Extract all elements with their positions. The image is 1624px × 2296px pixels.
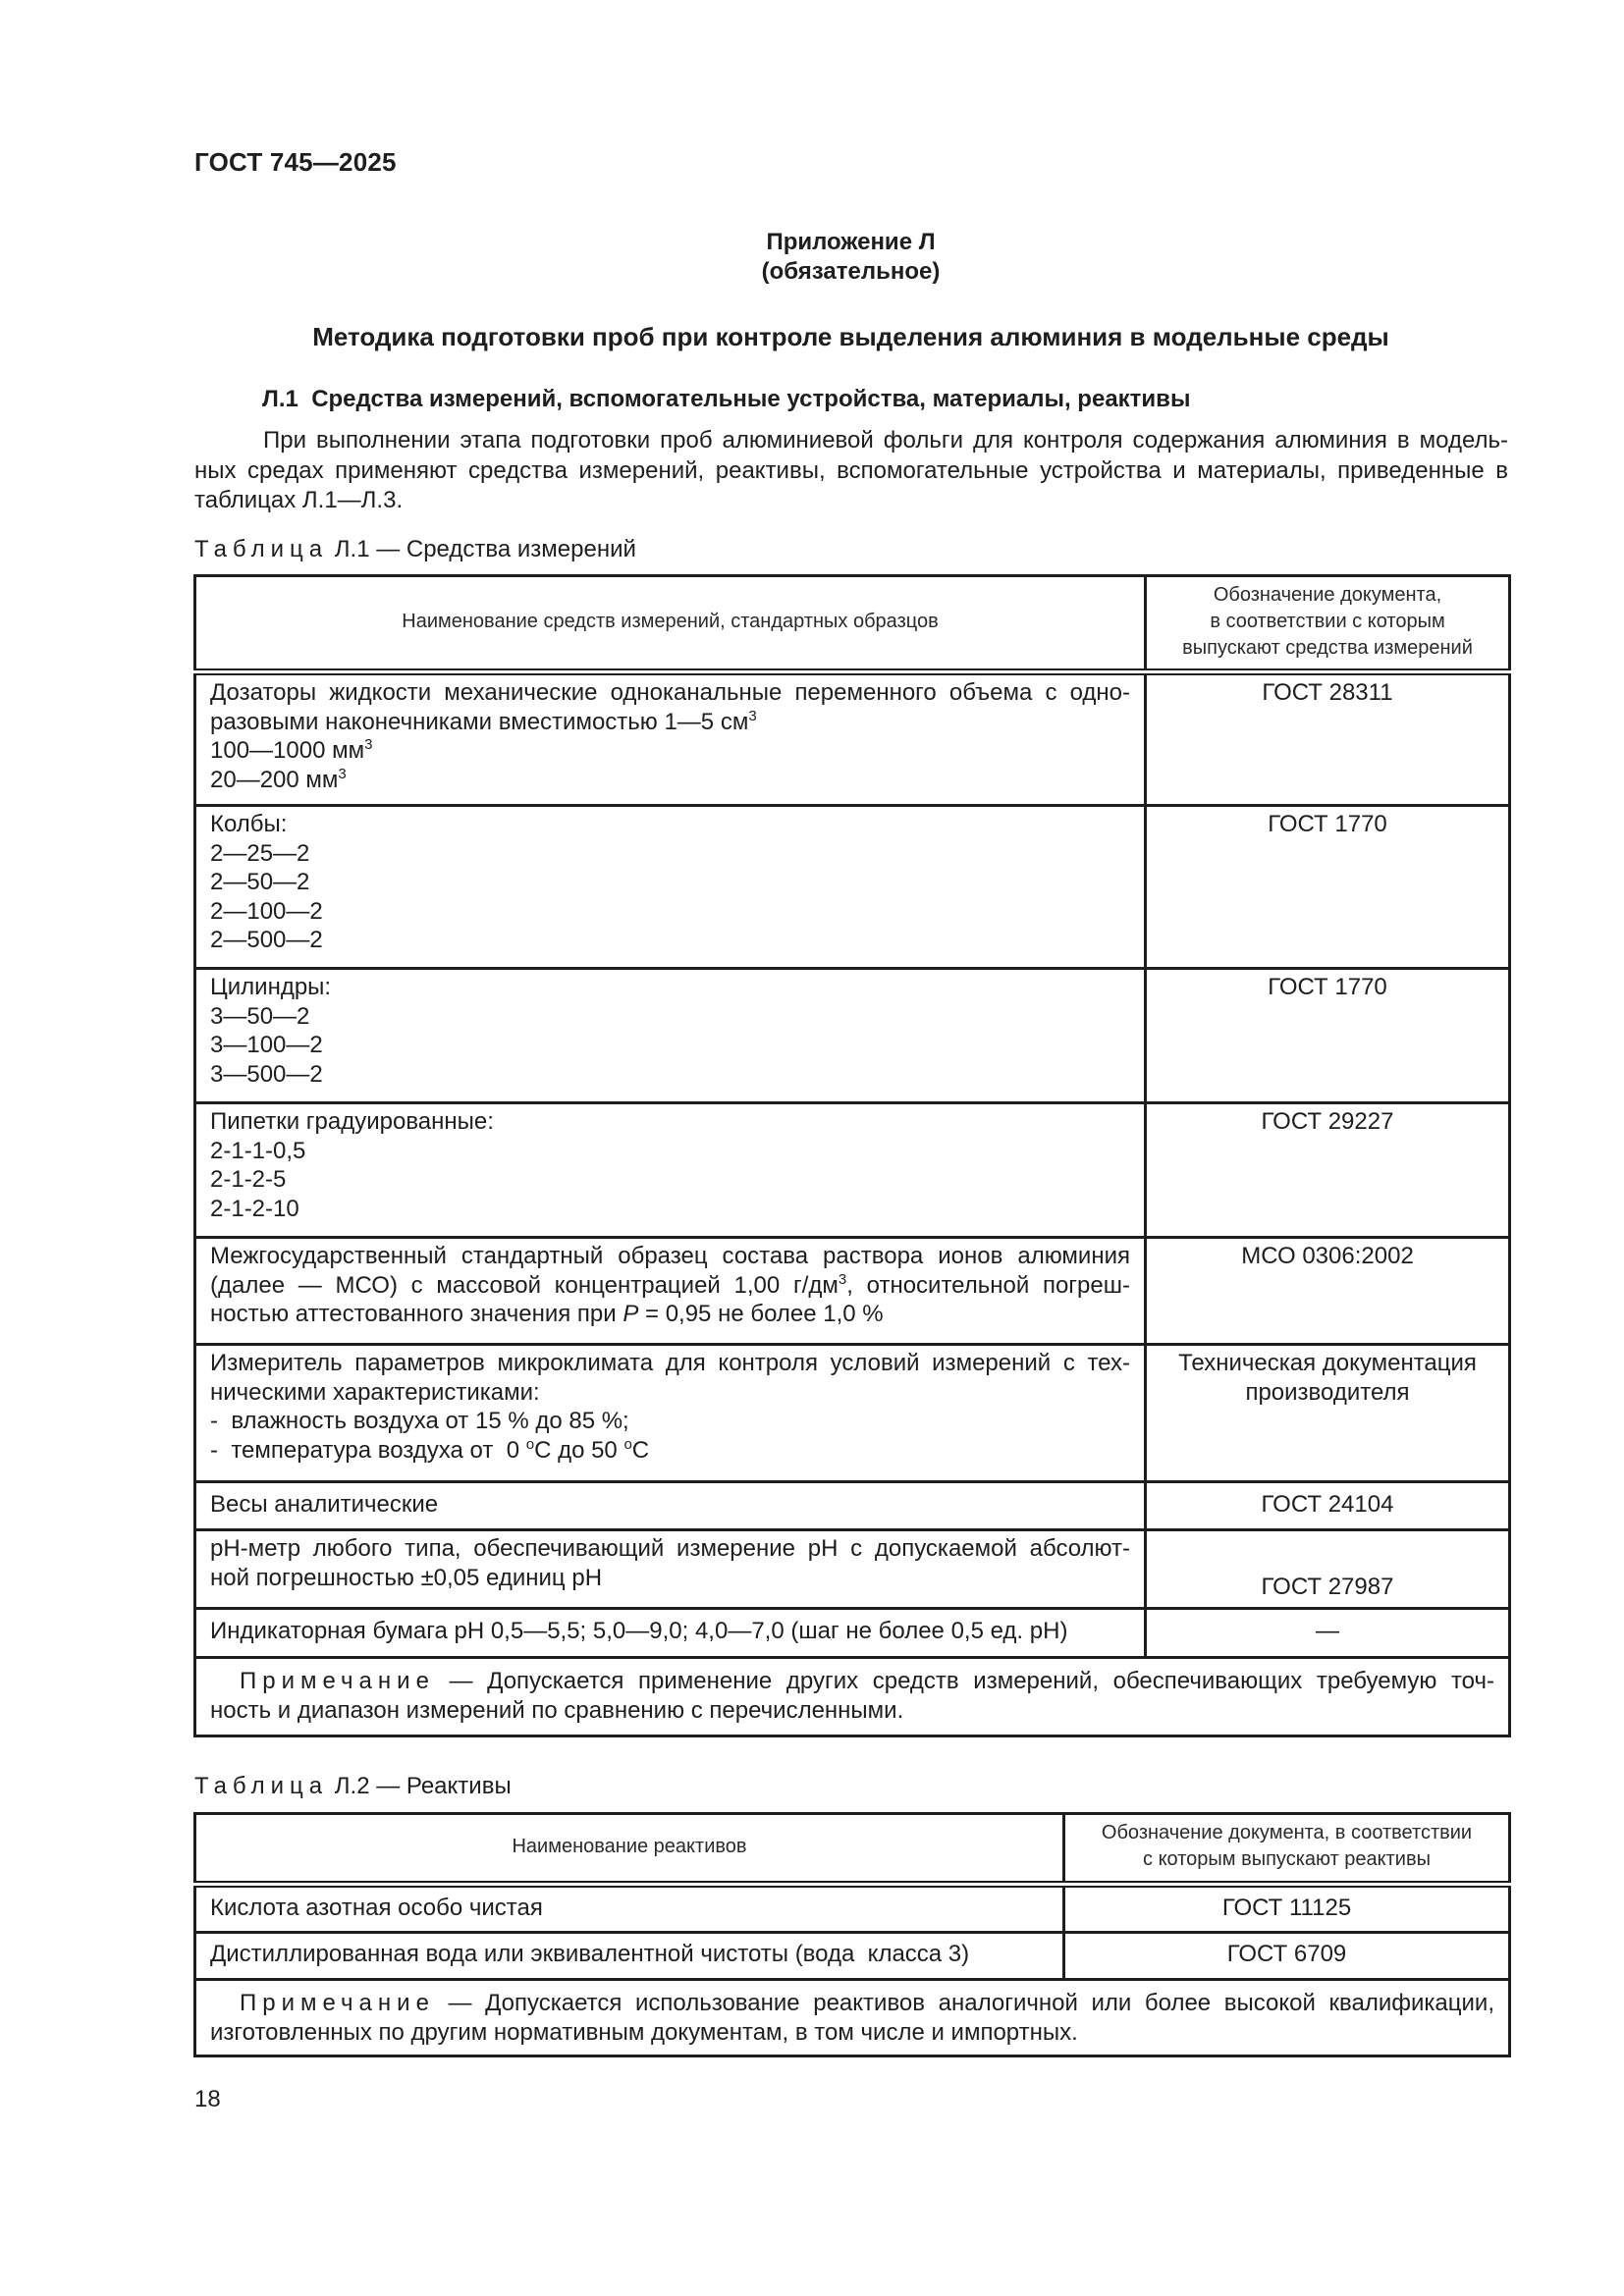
cell-text: C до 50: [534, 1436, 624, 1464]
appendix-title: Приложение Л: [766, 229, 936, 255]
cell-name: [195, 672, 1146, 806]
cell-document: ГОСТ 6709: [1064, 1933, 1510, 1980]
table-word: Таблица: [194, 1773, 329, 1799]
table-row: [195, 1482, 1510, 1530]
cell-name: [195, 1345, 1146, 1482]
cell-name: [195, 969, 1146, 1103]
header-line: в соответствии с которым: [1210, 610, 1445, 632]
cell-line: [210, 736, 1130, 766]
cell-line: Измеритель параметров микроклимата для контроля условий измерений с тех-: [210, 1350, 1130, 1376]
cell-text: 100—1000 мм: [210, 737, 365, 764]
table-header-row: [195, 1814, 1510, 1885]
note-text: — Допускается применение других средств измерений, обеспечивающих требуемую точ-: [434, 1668, 1494, 1694]
note-line: [210, 1667, 1494, 1696]
header-line: Обозначение документа, в соответствии: [1101, 1822, 1473, 1843]
cell-text: , относительной погреш-: [846, 1271, 1130, 1299]
degree-superscript: o: [623, 1435, 632, 1453]
cell-document: ГОСТ 1770: [1146, 969, 1510, 1103]
superscript: 3: [338, 765, 347, 782]
cell-line: [210, 708, 1130, 737]
table-row: [195, 969, 1510, 1103]
superscript: 3: [838, 1270, 847, 1288]
note-label: Примечание: [240, 1668, 435, 1694]
cell-line: 3—50—2: [210, 1002, 310, 1030]
cell-name: [195, 1238, 1146, 1345]
cell-name: [195, 806, 1146, 969]
cell-name: [195, 1103, 1146, 1238]
intro-paragraph: [194, 426, 1508, 516]
cell-document: ГОСТ 1770: [1146, 806, 1510, 969]
paragraph-line: таблицах Л.1—Л.3.: [194, 487, 404, 513]
cell-line: [210, 766, 1130, 795]
paragraph-line: При выполнении этапа подготовки проб алюминиевой фольги для контроля содержания алюминия в модель-: [263, 427, 1508, 454]
cell-document: ГОСТ 27987: [1146, 1530, 1510, 1609]
table-note: [195, 1658, 1510, 1736]
cell-line: 2-1-2-5: [210, 1166, 287, 1193]
note-line: изготовленных по другим нормативным документам, в том числе и импортных.: [210, 2018, 1078, 2046]
cell-document: ГОСТ 28311: [1146, 672, 1510, 806]
cell-line: 2-1-1-0,5: [210, 1137, 306, 1164]
header-document: [1064, 1814, 1510, 1885]
table1-caption-text: Л.1 — Средства измерений: [328, 536, 636, 562]
cell-line: [210, 1436, 1130, 1466]
cell-text: - температура воздуха от 0: [210, 1436, 526, 1464]
method-title: Методика подготовки проб при контроле выделения алюминия в модельные среды: [312, 322, 1389, 351]
cell-line: производителя: [1245, 1378, 1410, 1406]
header-line: Обозначение документа,: [1213, 583, 1442, 606]
table-row: [195, 1933, 1510, 1980]
cell-line: Пипетки градуированные:: [210, 1108, 494, 1135]
superscript: 3: [364, 736, 373, 753]
table2-caption-text: Л.2 — Реактивы: [328, 1773, 512, 1799]
cell-line: 2—25—2: [210, 839, 310, 867]
cell-name: Индикаторная бумага pH 0,5—5,5; 5,0—9,0; 4,0—7,0 (шаг не более 0,5 ед. pH): [195, 1609, 1146, 1658]
table-note: [195, 1980, 1510, 2056]
cell-line: - влажность воздуха от 15 % до 85 %;: [210, 1408, 629, 1434]
cell-text: = 0,95 не более 1,0 %: [638, 1301, 884, 1327]
cell-line: Техническая документация: [1178, 1350, 1477, 1376]
cell-line: pH-метр любого типа, обеспечивающий измерение pH с допускаемой абсолют-: [210, 1535, 1130, 1562]
cell-line: Колбы:: [210, 811, 288, 837]
appendix-type: (обязательное): [761, 258, 941, 285]
cell-name: [195, 1530, 1146, 1609]
cell-line: Межгосударственный стандартный образец состава раствора ионов алюминия: [210, 1243, 1130, 1269]
table-row: [195, 672, 1510, 806]
note-line: [210, 1989, 1494, 2018]
cell-text: P: [623, 1301, 639, 1327]
header-name: Наименование реактивов: [195, 1814, 1064, 1885]
page-number: 18: [194, 2086, 221, 2112]
cell-line: 3—100—2: [210, 1032, 323, 1058]
table-reagents: [193, 1812, 1511, 2057]
note-label: Примечание: [240, 1990, 435, 2016]
table-row: [195, 1238, 1510, 1345]
header-line: выпускают средства измерений: [1182, 636, 1473, 659]
table-measuring-instruments: [193, 574, 1511, 1737]
cell-document: МСО 0306:2002: [1146, 1238, 1510, 1345]
cell-name: Кислота азотная особо чистая: [195, 1885, 1064, 1933]
header-line: с которым выпускают реактивы: [1143, 1848, 1431, 1870]
cell-line: 2—100—2: [210, 897, 323, 925]
document-id: ГОСТ 745—2025: [194, 147, 397, 177]
table-note-row: [195, 1658, 1510, 1736]
table-word: Таблица: [194, 536, 329, 562]
table-row: [195, 1103, 1510, 1238]
cell-line: 2-1-2-10: [210, 1195, 299, 1222]
section-title: Л.1 Средства измерений, вспомогательные устройства, материалы, реактивы: [262, 386, 1191, 412]
cell-name: Весы аналитические: [195, 1482, 1146, 1530]
cell-document: ГОСТ 11125: [1064, 1885, 1510, 1933]
cell-document: ГОСТ 24104: [1146, 1482, 1510, 1530]
table-row: [195, 1885, 1510, 1933]
table-row: [195, 1345, 1510, 1482]
cell-line: 3—500—2: [210, 1060, 323, 1088]
cell-text: разовыми наконечниками вместимостью 1—5 см: [210, 708, 749, 735]
cell-line: Дозаторы жидкости механические одноканальные переменного объема с одно-: [210, 679, 1130, 706]
table-row: [195, 1609, 1510, 1658]
cell-text: (далее — МСО) с массовой концентрацией 1,00 г/дм: [210, 1271, 839, 1299]
superscript: 3: [748, 707, 757, 724]
table-row: [195, 1530, 1510, 1609]
cell-line: ническими характеристиками:: [210, 1378, 540, 1406]
table2-caption: [194, 1772, 512, 1801]
header-name: Наименование средств измерений, стандартных образцов: [195, 576, 1146, 672]
cell-name: Дистиллированная вода или эквивалентной чистоты (вода класса 3): [195, 1933, 1064, 1980]
cell-document: [1146, 1345, 1510, 1482]
header-document: [1146, 576, 1510, 672]
cell-line: Цилиндры:: [210, 974, 332, 1000]
cell-line: [210, 1271, 1130, 1301]
note-text: — Допускается использование реактивов аналогичной или более высокой квалификации,: [434, 1990, 1494, 2016]
cell-line: 2—500—2: [210, 927, 323, 953]
table-note-row: [195, 1980, 1510, 2056]
cell-line: [210, 1300, 1130, 1329]
cell-document: ГОСТ 29227: [1146, 1103, 1510, 1238]
cell-document: —: [1146, 1609, 1510, 1658]
paragraph-line: ных средах применяют средства измерений, реактивы, вспомогательные устройства и материалы, приведенные в: [194, 456, 1508, 484]
note-line: ность и диапазон измерений по сравнению с перечисленными.: [210, 1696, 904, 1724]
cell-text: C: [631, 1436, 650, 1464]
degree-superscript: o: [525, 1435, 535, 1453]
cell-line: ной погрешностью ±0,05 единиц pH: [210, 1564, 603, 1591]
table1-caption: [194, 535, 636, 564]
cell-text: 20—200 мм: [210, 766, 339, 793]
table-header-row: [195, 576, 1510, 672]
table-row: [195, 806, 1510, 969]
cell-line: 2—50—2: [210, 869, 310, 895]
cell-text: ностью аттестованного значения при: [210, 1301, 623, 1327]
